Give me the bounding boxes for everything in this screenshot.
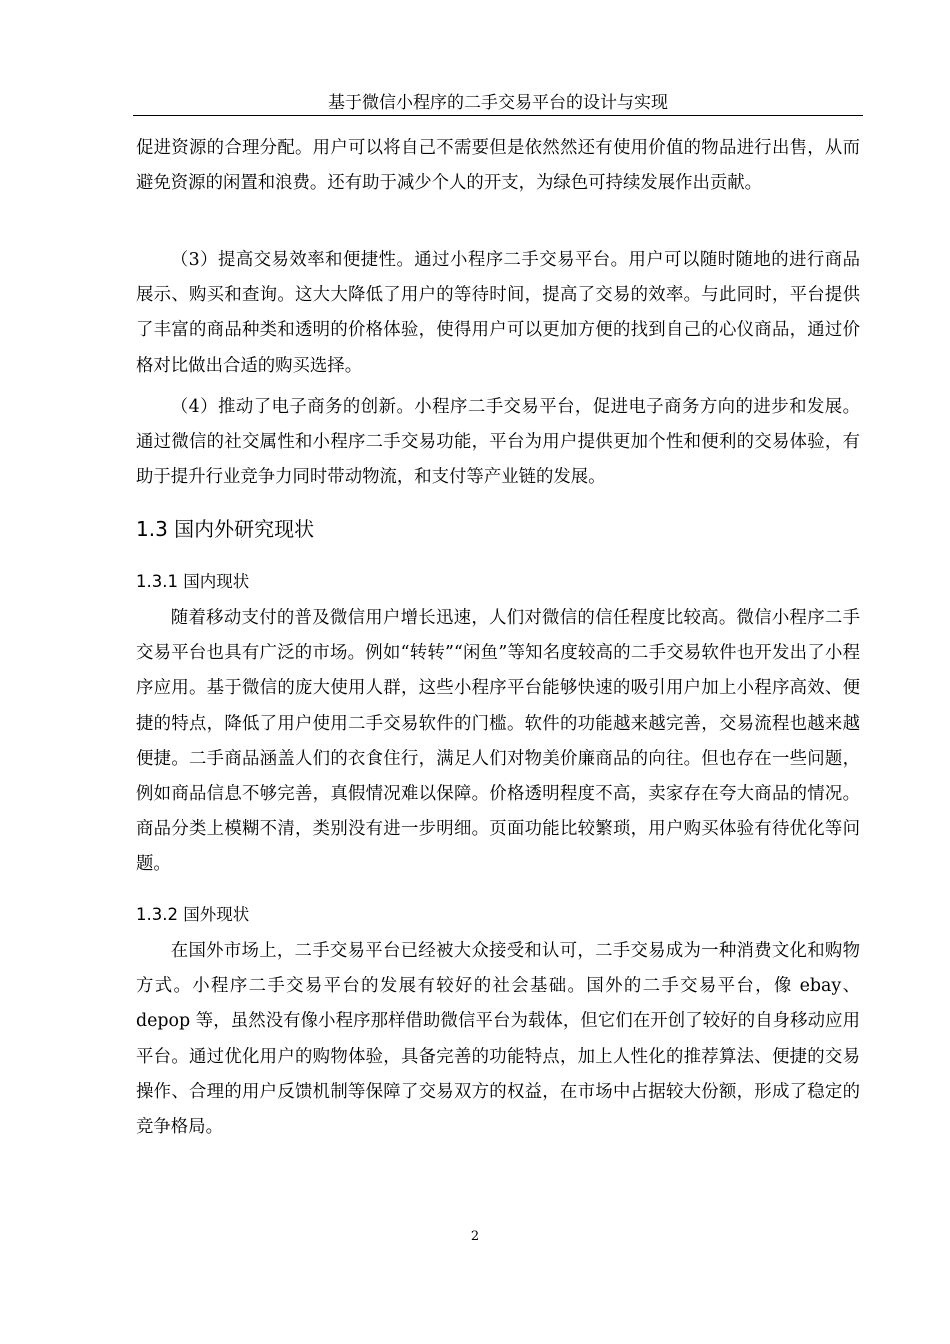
running-header-title: 基于微信小程序的二手交易平台的设计与实现 (328, 93, 668, 113)
point-4-paragraph: （4）推动了电子商务的创新。小程序二手交易平台，促进电子商务方向的进步和发展。通过微信的社交属性和小程序二手交易功能，平台为用户提供更加个性和便利的交易体验，有助于提升行业竞争力同时带动物流，和支付等产业链的发展。 (136, 397, 860, 488)
subsection-heading-1-3-2: 1.3.2 国外现状 (136, 905, 250, 924)
page-number: 2 (470, 1229, 480, 1244)
subsection-heading-1-3-1: 1.3.1 国内现状 (136, 572, 250, 591)
domestic-status-paragraph: 随着移动支付的普及微信用户增长迅速，人们对微信的信任程度比较高。微信小程序二手交易平台也具有广泛的市场。例如“转转”“闲鱼”等知名度较高的二手交易软件也开发出了小程序应用。基于微信的庞大使用人群，这些小程序平台能够快速的吸引用户加上小程序高效、便捷的特点，降低了用户使用二手交易软件的门槛。软件的功能越来越完善，交易流程也越来越便捷。二手商品涵盖人们的衣食住行，满足人们对物美价廉商品的向往。但也存在一些问题，例如商品信息不够完善，真假情况难以保障。价格透明程度不高，卖家存在夸大商品的情况。商品分类上模糊不清，类别没有进一步明细。页面功能比较繁琐，用户购买体验有待优化等问题。 (136, 608, 860, 875)
section-heading-1-3: 1.3 国内外研究现状 (136, 517, 315, 541)
point-3-paragraph: （3）提高交易效率和便捷性。通过小程序二手交易平台。用户可以随时随地的进行商品展示、购买和查询。这大大降低了用户的等待时间，提高了交易的效率。与此同时，平台提供了丰富的商品种类和透明的价格体验，使得用户可以更加方便的找到自己的心仪商品，通过价格对比做出合适的购买选择。 (136, 250, 860, 376)
header-divider (133, 115, 863, 116)
foreign-status-paragraph: 在国外市场上，二手交易平台已经被大众接受和认可，二手交易成为一种消费文化和购物方式。小程序二手交易平台的发展有较好的社会基础。国外的二手交易平台，像 ebay、depop 等，虽然没有像小程序那样借助微信平台为载体，但它们在开创了较好的自身移动应用平台。通过优化用户的购物体验，具备完善的功能特点，加上人性化的推荐算法、便捷的交易操作、合理的用户反馈机制等保障了交易双方的权益，在市场中占据较大份额，形成了稳定的竞争格局。 (136, 941, 860, 1138)
intro-continuation-paragraph: 促进资源的合理分配。用户可以将自己不需要但是依然然还有使用价值的物品进行出售，从而避免资源的闲置和浪费。还有助于减少个人的开支，为绿色可持续发展作出贡献。 (136, 138, 860, 194)
